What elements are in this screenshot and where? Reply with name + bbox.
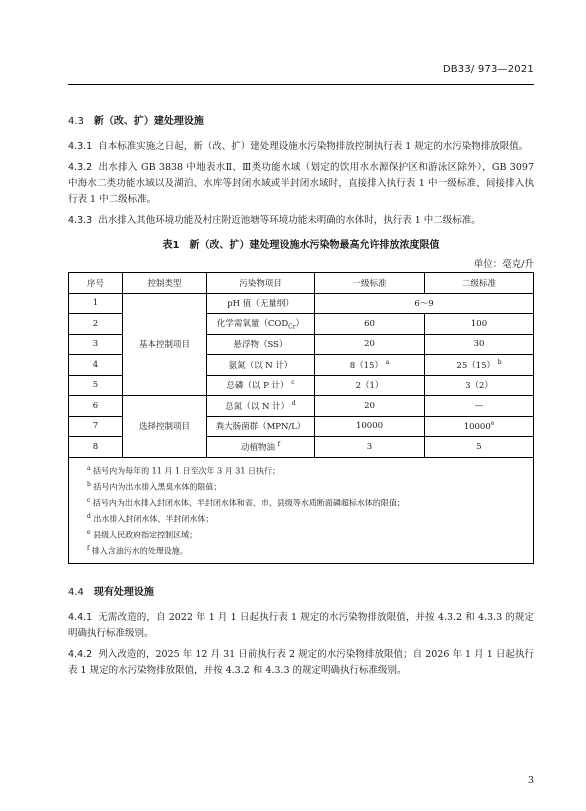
clause-4-3-1 bbox=[68, 139, 534, 155]
table-notes-row bbox=[69, 457, 534, 564]
table-header-row bbox=[69, 273, 534, 294]
table-row bbox=[69, 396, 534, 417]
limit-level-1: 3 bbox=[315, 437, 425, 458]
limit-level-1: 20 bbox=[315, 334, 425, 355]
table-row bbox=[69, 293, 534, 314]
table-unit: 单位：毫克/升 bbox=[473, 259, 534, 270]
row-number: 3 bbox=[69, 334, 123, 355]
note-mark: f bbox=[87, 545, 90, 553]
clause-text: 出水排入其他环境功能及村庄附近池塘等环境功能未明确的水体时，执行表 1 中二级标准。 bbox=[98, 215, 481, 226]
table-number: 表1 bbox=[162, 240, 180, 251]
limit-level-1: 20 bbox=[315, 396, 425, 417]
clause-4-4-1 bbox=[68, 610, 534, 642]
table-caption: 新（改、扩）建处理设施水污染物最高允许排放浓度限值 bbox=[189, 240, 440, 251]
clause-number: 4.4.1 bbox=[68, 612, 93, 624]
pollutant-item bbox=[207, 437, 315, 458]
clause-number: 4.3.3 bbox=[68, 215, 93, 226]
header-pollutant: 污染物项目 bbox=[207, 273, 315, 294]
section-number: 4.4 bbox=[68, 587, 84, 599]
row-number: 1 bbox=[69, 293, 123, 314]
limit-value: 25（15） bbox=[456, 360, 496, 371]
note-marker: f bbox=[277, 440, 280, 448]
limit-level-1: 10000 bbox=[315, 416, 425, 437]
table-title bbox=[68, 236, 534, 251]
limit-level-2: 30 bbox=[425, 334, 534, 355]
clause-number: 4.3.2 bbox=[68, 162, 93, 173]
limit-level-2 bbox=[425, 416, 534, 437]
section-title: 现有处理设施 bbox=[93, 587, 154, 599]
clause-4-4-2 bbox=[68, 647, 534, 679]
note-marker: d bbox=[291, 399, 296, 407]
note-text: 括号内为出水排入黑臭水体的限值； bbox=[93, 482, 222, 492]
pollutant-name: 总氮（以 N 计） bbox=[225, 401, 290, 412]
row-number: 7 bbox=[69, 416, 123, 437]
clause-number: 4.4.2 bbox=[68, 649, 93, 661]
row-number: 5 bbox=[69, 375, 123, 396]
page-content bbox=[68, 115, 534, 684]
note-mark: a bbox=[87, 464, 91, 472]
clause-4-3-2 bbox=[68, 160, 534, 208]
limit-level-1: 60 bbox=[315, 314, 425, 335]
pollutant-item: 悬浮物（SS） bbox=[207, 334, 315, 355]
emission-limits-table bbox=[68, 272, 534, 564]
header-control-type: 控制类型 bbox=[123, 273, 207, 294]
note-text: 排入含油污水的处理设施。 bbox=[91, 546, 188, 556]
row-number: 4 bbox=[69, 355, 123, 376]
control-type-basic: 基本控制项目 bbox=[123, 293, 207, 396]
table-note bbox=[87, 462, 523, 478]
limit-level-1 bbox=[315, 355, 425, 376]
limit-level-2: 3（2） bbox=[425, 375, 534, 396]
section-title: 新（改、扩）建处理设施 bbox=[93, 116, 204, 127]
row-number: 2 bbox=[69, 314, 123, 335]
header-rule bbox=[68, 84, 534, 85]
note-mark: b bbox=[87, 480, 91, 488]
pollutant-item bbox=[207, 396, 315, 417]
clause-4-3-3 bbox=[68, 213, 534, 229]
table-note bbox=[87, 494, 523, 510]
clause-text: 出水排入 GB 3838 中地表水Ⅱ、Ⅲ类功能水域（划定的饮用水水源保护区和游泳区除外），GB 3097 中海水二类功能水域以及湖泊、水库等封闭水域或半封闭水域时，直接排入执行表 1 中一级标准、间接排入执行表 1 中二级标准。 bbox=[68, 162, 534, 205]
limit-level-2 bbox=[425, 355, 534, 376]
note-marker: c bbox=[291, 379, 295, 387]
header-level-1: 一级标准 bbox=[315, 273, 425, 294]
pollutant-item: pH 值（无量纲） bbox=[207, 293, 315, 314]
pollutant-item: 氨氮（以 N 计） bbox=[207, 355, 315, 376]
pollutant-subscript: Cr bbox=[288, 323, 296, 331]
note-marker: b bbox=[497, 358, 502, 366]
clause-number: 4.3.1 bbox=[68, 141, 93, 152]
page-number: 3 bbox=[527, 775, 534, 786]
note-text: 括号内为每年的 11 月 1 日至次年 3 月 31 日执行； bbox=[93, 466, 281, 476]
limit-level-2: 5 bbox=[425, 437, 534, 458]
limit-value: 8（15） bbox=[349, 360, 383, 371]
header-level-2: 二级标准 bbox=[425, 273, 534, 294]
note-mark: e bbox=[87, 529, 91, 537]
pollutant-item: 粪大肠菌群（MPN/L） bbox=[207, 416, 315, 437]
section-heading-4-3 bbox=[68, 115, 534, 129]
row-number: 8 bbox=[69, 437, 123, 458]
section-number: 4.3 bbox=[68, 116, 84, 127]
pollutant-name-tail: ） bbox=[295, 318, 305, 329]
limit-level-1: 2（1） bbox=[315, 375, 425, 396]
row-number: 6 bbox=[69, 396, 123, 417]
clause-text: 无需改造的，自 2022 年 1 月 1 日起执行表 1 规定的水污染物排放限值，并按 4.3.2 和 4.3.3 的规定明确执行标准级别。 bbox=[68, 612, 534, 640]
pollutant-item bbox=[207, 314, 315, 335]
clause-text: 列入改造的，2025 年 12 月 31 日前执行表 2 规定的水污染物排放限值；自 2026 年 1 月 1 日起执行表 1 规定的水污染物排放限值，并按 4.3.2 和 4.3.3 的规定明确执行标准级别。 bbox=[68, 649, 534, 677]
note-marker: e bbox=[490, 420, 495, 428]
pollutant-item bbox=[207, 375, 315, 396]
control-type-selective: 选择控制项目 bbox=[123, 396, 207, 458]
limit-level-2: — bbox=[425, 396, 534, 417]
table-note bbox=[87, 542, 523, 558]
note-text: 县级人民政府指定控制区域； bbox=[93, 530, 198, 540]
note-text: 括号内为出水排入封闭水体、半封闭水体和省、市、县级等水质断面磷超标水体的限值； bbox=[92, 498, 405, 508]
section-heading-4-4 bbox=[68, 586, 534, 600]
clause-text: 自本标准实施之日起，新（改、扩）建处理设施水污染物排放控制执行表 1 规定的水污染物排放限值。 bbox=[98, 141, 529, 152]
note-marker: a bbox=[385, 358, 390, 366]
pollutant-name: 化学需氧量（COD bbox=[216, 318, 289, 329]
table-note bbox=[87, 510, 523, 526]
document-code: DB33/ 973—2021 bbox=[442, 64, 534, 75]
pollutant-name: 总磷（以 P 计） bbox=[226, 381, 289, 392]
header-serial: 序号 bbox=[69, 273, 123, 294]
table-notes bbox=[69, 457, 534, 564]
note-mark: c bbox=[87, 496, 91, 504]
note-mark: d bbox=[87, 512, 91, 520]
limit-value: 10000 bbox=[463, 422, 491, 433]
note-text: 出水排入封闭水体、半封闭水体； bbox=[93, 514, 214, 524]
limit-level-2: 100 bbox=[425, 314, 534, 335]
table-note bbox=[87, 478, 523, 494]
limit-merged: 6～9 bbox=[315, 293, 534, 314]
pollutant-name: 动植物油 bbox=[241, 442, 276, 453]
table-note bbox=[87, 526, 523, 542]
